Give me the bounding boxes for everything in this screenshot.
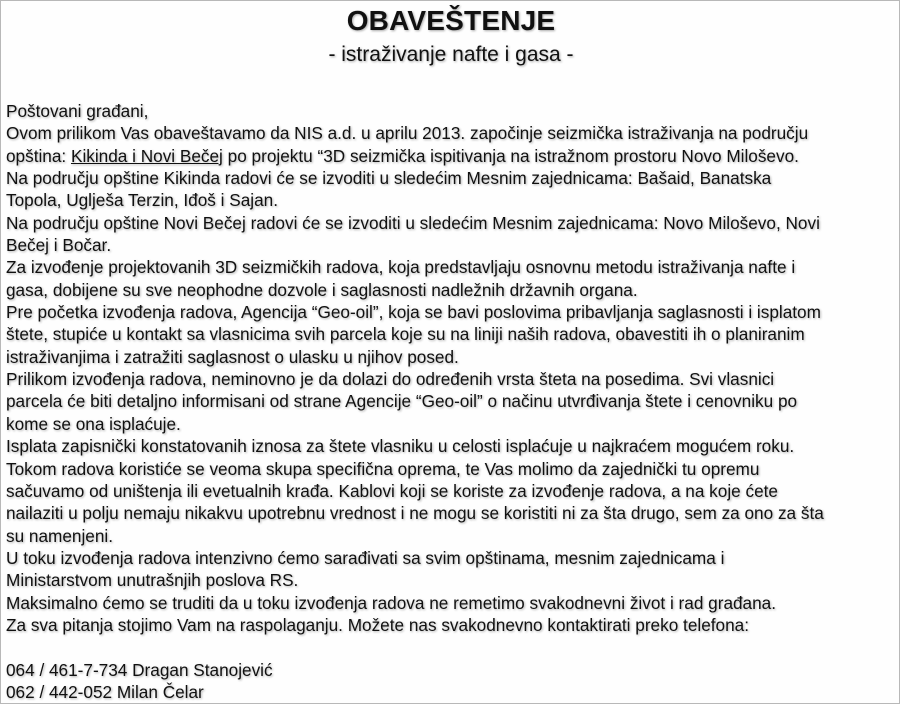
text-line: Isplata zapisnički konstatovanih iznosa za štete vlasniku u celosti isplaćuje u najkraćem mogućem roku. — [6, 436, 795, 457]
text-line: Ministarstvom unutrašnjih poslova RS. — [6, 570, 299, 591]
text-line: istraživanjima i zatražiti saglasnost o ulasku u njihov posed. — [6, 346, 459, 367]
notice-subtitle: - istraživanje nafte i gasa - — [328, 43, 574, 66]
text-line: Poštovani građani, — [6, 101, 149, 121]
blank-line — [6, 636, 900, 658]
text-line: Za sva pitanja stojimo Vam na raspolaganju. Možete nas svakodnevno kontaktirati preko telefona: — [6, 614, 749, 635]
text-line: nailaziti u polju nemaju nikakvu upotrebnu vrednost i ne mogu se koristiti ni za šta drugo, sem za ono za šta — [6, 503, 824, 524]
text-line: U toku izvođenja radova intenzivno ćemo sarađivati sa svim opštinama, mesnim zajednicama i — [6, 547, 725, 568]
text-line: Ovom prilikom Vas obaveštavamo da NIS a.d. u aprilu 2013. započinje seizmička istraživanja na području — [6, 123, 809, 144]
notice-body — [6, 100, 900, 703]
text-line: Za izvođenje projektovanih 3D seizmičkih radova, koja predstavljaju osnovnu metodu istraživanja nafte i — [6, 257, 796, 278]
text-line: gasa, dobijene su sve neophodne dozvole i saglasnosti nadležnih državnih organa. — [6, 279, 638, 300]
text-line: Tokom radova koristiće se veoma skupa specifična oprema, te Vas molimo da zajednički tu opremu — [6, 458, 760, 479]
text-line: Maksimalno ćemo se truditi da u toku izvođenja radova ne remetimo svakodnevni život i rad građana. — [6, 592, 777, 613]
text-line: Topola, Uglješa Terzin, Iđoš i Sajan. — [6, 190, 278, 211]
text-line: Na području opštine Novi Bečej radovi će se izvoditi u sledećim Mesnim zajednicama: Novo Miloševo, Novi — [6, 212, 820, 233]
text-line: parcela će biti detaljno informisani od strane Agencije “Geo-oil” o načinu utvrđivanja štete i cenovniku po — [6, 391, 798, 412]
text-fragment: po projektu “3D seizmička ispitivanja na istražnom prostoru Novo Miloševo. — [222, 145, 799, 166]
text-line: kome se ona isplaćuje. — [6, 413, 181, 434]
municipalities-underlined: Kikinda i Novi Bečej — [70, 145, 223, 166]
text-line — [6, 145, 900, 167]
text-line: Prilikom izvođenja radova, neminovno je da dolazi do određenih vrsta šteta na posedima. Svi vlasnici — [6, 369, 775, 390]
text-line: sačuvamo od uništenja ili evetualnih krađa. Kablovi koji se koriste za izvođenje radova, a na koje ćete — [6, 480, 778, 501]
contact-line: 062 / 442-052 Milan Čelar — [6, 681, 204, 702]
text-line: Na području opštine Kikinda radovi će se izvoditi u sledećim Mesnim zajednicama: Bašaid, Banatska — [6, 168, 772, 189]
text-fragment: opština: — [6, 145, 71, 166]
notice-title: OBAVEŠTENJE — [346, 5, 556, 36]
text-line: Pre početka izvođenja radova, Agencija “Geo-oil”, koja se bavi poslovima pribavljanja saglasnosti i isplatom — [6, 302, 821, 323]
text-line: su namenjeni. — [6, 525, 114, 546]
contact-line: 064 / 461-7-734 Dragan Stanojević — [6, 659, 273, 680]
text-line: štete, stupiće u kontakt sa vlasnicima svih parcela koje su na liniji naših radova, obavestiti ih o planiranim — [6, 324, 805, 345]
text-line: Bečej i Bočar. — [6, 235, 112, 256]
